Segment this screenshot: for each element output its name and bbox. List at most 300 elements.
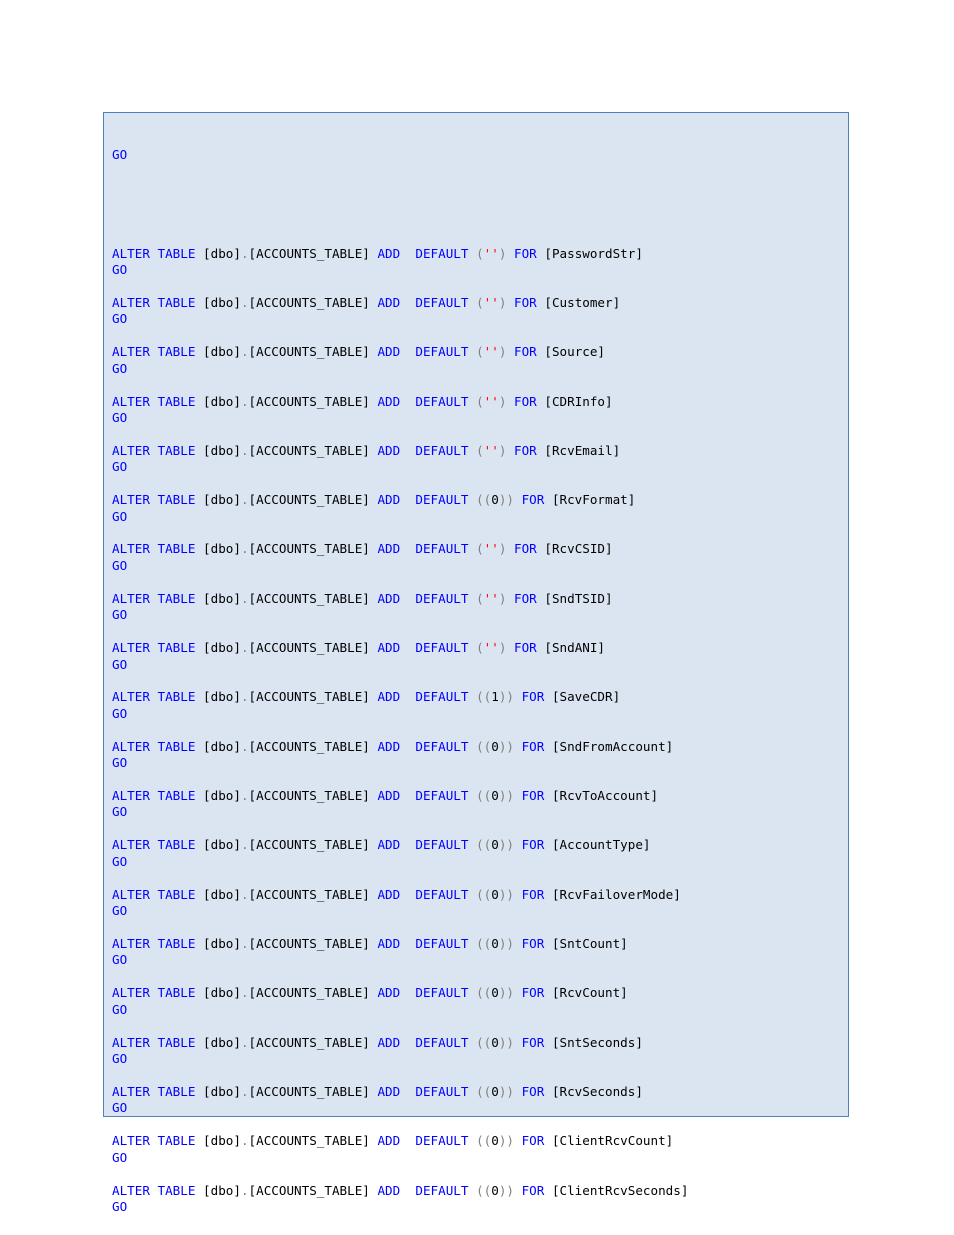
whitespace [400,788,415,803]
dot-separator: . [240,640,249,656]
schema-name: [dbo] [203,689,241,705]
add-keyword: ADD [377,344,401,360]
whitespace [150,591,158,606]
whitespace [514,1183,522,1198]
default-keyword: DEFAULT [415,393,469,409]
whitespace [150,837,158,852]
go-line [112,558,848,574]
for-keyword: FOR [514,393,537,409]
whitespace [468,344,476,359]
table-name: [ACCOUNTS_TABLE] [248,1133,370,1149]
punctuation: ) [498,294,507,310]
default-number-value: 0 [491,837,499,853]
alter-statement-line [112,689,848,705]
table-keyword: TABLE [157,886,196,902]
whitespace [400,443,415,458]
go-line [112,311,848,327]
punctuation: ( [476,245,484,261]
add-keyword: ADD [377,689,401,705]
default-string-value: '' [483,590,499,606]
punctuation: ) [498,590,507,606]
go-line [112,657,848,673]
schema-name: [dbo] [203,788,241,804]
for-keyword: FOR [521,492,545,508]
default-keyword: DEFAULT [415,492,469,508]
go-line [112,262,848,278]
whitespace [195,344,203,359]
go-keyword: GO [112,804,128,820]
alter-statement-line [112,788,848,804]
table-keyword: TABLE [157,935,196,951]
go-keyword: GO [112,1051,128,1067]
statement-list [112,246,848,1216]
add-keyword: ADD [377,1034,401,1050]
add-keyword: ADD [377,738,401,754]
dot-separator: . [240,541,249,557]
whitespace [468,739,476,754]
table-keyword: TABLE [157,837,196,853]
add-keyword: ADD [377,640,401,656]
table-keyword: TABLE [157,442,196,458]
dot-separator: . [240,1182,249,1198]
whitespace [506,640,514,655]
whitespace [150,640,158,655]
default-keyword: DEFAULT [415,590,469,606]
punctuation: (( [476,837,492,853]
schema-name: [dbo] [203,886,241,902]
alter-statement-line [112,1133,848,1149]
blank-line [112,377,848,393]
whitespace [195,492,203,507]
whitespace [544,1183,552,1198]
column-name: [RcvFormat] [551,492,636,508]
default-string-value: '' [483,393,499,409]
table-keyword: TABLE [157,245,196,261]
add-keyword: ADD [377,1083,401,1099]
dot-separator: . [240,689,249,705]
punctuation: )) [498,738,514,754]
alter-statement-line [112,344,848,360]
default-keyword: DEFAULT [415,886,469,902]
table-name: [ACCOUNTS_TABLE] [248,788,370,804]
table-keyword: TABLE [157,393,196,409]
whitespace [468,1183,476,1198]
default-string-value: '' [483,442,499,458]
default-string-value: '' [483,245,499,261]
column-name: [Customer] [544,294,621,310]
whitespace [195,246,203,261]
whitespace [150,394,158,409]
table-keyword: TABLE [157,344,196,360]
default-keyword: DEFAULT [415,294,469,310]
whitespace [514,492,522,507]
alter-statement-line [112,837,848,853]
punctuation: )) [498,1182,514,1198]
add-keyword: ADD [377,837,401,853]
go-keyword: GO [112,459,128,475]
punctuation: ) [498,442,507,458]
alter-keyword: ALTER [112,640,150,656]
punctuation: ) [498,640,507,656]
whitespace [514,887,522,902]
punctuation: (( [476,886,492,902]
default-number-value: 0 [491,788,499,804]
alter-statement-line [112,541,848,557]
punctuation: ( [476,590,484,606]
default-number-value: 0 [491,1133,499,1149]
schema-name: [dbo] [203,1034,241,1050]
blank-line [112,624,848,640]
dot-separator: . [240,294,249,310]
alter-statement-line [112,591,848,607]
dot-separator: . [240,886,249,902]
default-number-value: 0 [491,738,499,754]
whitespace [400,739,415,754]
go-line [112,509,848,525]
add-keyword: ADD [377,1133,401,1149]
punctuation: (( [476,1034,492,1050]
table-keyword: TABLE [157,1133,196,1149]
alter-statement-line [112,295,848,311]
punctuation: ( [476,393,484,409]
for-keyword: FOR [521,689,545,705]
blank-line [112,969,848,985]
whitespace [544,689,552,704]
whitespace [468,640,476,655]
whitespace [506,541,514,556]
whitespace [150,1133,158,1148]
whitespace [150,541,158,556]
add-keyword: ADD [377,442,401,458]
default-number-value: 1 [491,689,499,705]
for-keyword: FOR [521,788,545,804]
whitespace [544,492,552,507]
for-keyword: FOR [514,442,537,458]
go-line [112,1100,848,1116]
alter-statement-line [112,394,848,410]
whitespace [150,739,158,754]
alter-statement-line [112,1084,848,1100]
whitespace [514,788,522,803]
table-name: [ACCOUNTS_TABLE] [248,492,370,508]
for-keyword: FOR [521,985,545,1001]
add-keyword: ADD [377,393,401,409]
default-keyword: DEFAULT [415,640,469,656]
whitespace [468,295,476,310]
punctuation: (( [476,1182,492,1198]
default-keyword: DEFAULT [415,1182,469,1198]
punctuation: (( [476,738,492,754]
go-line [112,1150,848,1166]
column-name: [RcvCount] [551,985,628,1001]
go-keyword: GO [112,409,128,425]
whitespace [195,689,203,704]
whitespace [544,837,552,852]
table-keyword: TABLE [157,590,196,606]
for-keyword: FOR [514,344,537,360]
alter-keyword: ALTER [112,442,150,458]
whitespace [468,985,476,1000]
dot-separator: . [240,245,249,261]
whitespace [506,246,514,261]
default-keyword: DEFAULT [415,1133,469,1149]
punctuation: ( [476,294,484,310]
for-keyword: FOR [521,738,545,754]
table-keyword: TABLE [157,541,196,557]
go-keyword: GO [112,656,128,672]
whitespace [400,295,415,310]
whitespace [544,1133,552,1148]
punctuation: )) [498,492,514,508]
whitespace [544,985,552,1000]
blank-line [112,525,848,541]
table-name: [ACCOUNTS_TABLE] [248,1182,370,1198]
whitespace [400,1035,415,1050]
alter-statement-line [112,739,848,755]
whitespace [468,394,476,409]
add-keyword: ADD [377,886,401,902]
default-string-value: '' [483,640,499,656]
whitespace [400,936,415,951]
default-keyword: DEFAULT [415,689,469,705]
default-keyword: DEFAULT [415,1034,469,1050]
add-keyword: ADD [377,541,401,557]
table-keyword: TABLE [157,1034,196,1050]
add-keyword: ADD [377,788,401,804]
go-keyword: GO [112,1100,128,1116]
dot-separator: . [240,985,249,1001]
whitespace [544,788,552,803]
whitespace [468,1133,476,1148]
schema-name: [dbo] [203,1083,241,1099]
for-keyword: FOR [521,837,545,853]
table-keyword: TABLE [157,985,196,1001]
blank-line [112,1117,848,1133]
whitespace [468,936,476,951]
for-keyword: FOR [521,1034,545,1050]
alter-keyword: ALTER [112,245,150,261]
whitespace [150,788,158,803]
whitespace [400,591,415,606]
whitespace [400,344,415,359]
whitespace [514,936,522,951]
whitespace [195,788,203,803]
whitespace [468,689,476,704]
whitespace [195,394,203,409]
column-name: [CDRInfo] [544,393,613,409]
whitespace [195,541,203,556]
column-name: [SndANI] [544,640,606,656]
schema-name: [dbo] [203,541,241,557]
default-number-value: 0 [491,1083,499,1099]
blank-line [112,870,848,886]
for-keyword: FOR [514,245,537,261]
add-keyword: ADD [377,590,401,606]
default-keyword: DEFAULT [415,541,469,557]
whitespace [150,443,158,458]
whitespace [195,985,203,1000]
whitespace [544,1084,552,1099]
column-name: [RcvSeconds] [551,1083,643,1099]
whitespace [400,1133,415,1148]
add-keyword: ADD [377,492,401,508]
column-name: [SndFromAccount] [551,738,674,754]
whitespace [400,1084,415,1099]
table-keyword: TABLE [157,1083,196,1099]
go-keyword: GO [112,146,128,162]
schema-name: [dbo] [203,935,241,951]
whitespace [468,443,476,458]
schema-name: [dbo] [203,985,241,1001]
go-keyword: GO [112,607,128,623]
alter-keyword: ALTER [112,788,150,804]
sql-code-block [103,112,849,1214]
schema-name: [dbo] [203,1133,241,1149]
default-keyword: DEFAULT [415,935,469,951]
default-keyword: DEFAULT [415,344,469,360]
dot-separator: . [240,590,249,606]
whitespace [468,541,476,556]
punctuation: )) [498,1133,514,1149]
table-name: [ACCOUNTS_TABLE] [248,935,370,951]
whitespace [195,936,203,951]
whitespace [400,492,415,507]
go-line [112,1199,848,1215]
blank-line [112,476,848,492]
dot-separator: . [240,1034,249,1050]
table-keyword: TABLE [157,788,196,804]
whitespace [468,837,476,852]
alter-statement-line [112,1183,848,1199]
column-name: [ClientRcvSeconds] [551,1182,689,1198]
whitespace [150,1183,158,1198]
table-name: [ACCOUNTS_TABLE] [248,886,370,902]
schema-name: [dbo] [203,1182,241,1198]
dot-separator: . [240,935,249,951]
punctuation: (( [476,689,492,705]
whitespace [506,295,514,310]
column-name: [SaveCDR] [551,689,621,705]
punctuation: (( [476,1083,492,1099]
blank-line [112,1166,848,1182]
whitespace [195,640,203,655]
go-line [112,607,848,623]
go-line [112,755,848,771]
whitespace [150,985,158,1000]
schema-name: [dbo] [203,492,241,508]
alter-keyword: ALTER [112,590,150,606]
dot-separator: . [240,738,249,754]
go-keyword: GO [112,262,128,278]
whitespace [195,1183,203,1198]
go-keyword: GO [112,360,128,376]
punctuation: ) [498,344,507,360]
go-line [112,1051,848,1067]
punctuation: ) [498,245,507,261]
whitespace [400,394,415,409]
go-line [112,1002,848,1018]
table-name: [ACCOUNTS_TABLE] [248,1083,370,1099]
whitespace [514,1035,522,1050]
for-keyword: FOR [521,1083,545,1099]
whitespace [514,985,522,1000]
punctuation: ( [476,442,484,458]
punctuation: (( [476,985,492,1001]
punctuation: ( [476,344,484,360]
column-name: [RcvCSID] [544,541,613,557]
alter-keyword: ALTER [112,985,150,1001]
column-name: [RcvToAccount] [551,788,659,804]
column-name: [AccountType] [551,837,651,853]
alter-keyword: ALTER [112,1083,150,1099]
table-name: [ACCOUNTS_TABLE] [248,590,370,606]
whitespace [150,936,158,951]
whitespace [514,739,522,754]
blank-line [112,328,848,344]
whitespace [468,788,476,803]
whitespace [400,837,415,852]
column-name: [RcvEmail] [544,442,621,458]
alter-keyword: ALTER [112,689,150,705]
blank-line [112,722,848,738]
alter-statement-line [112,492,848,508]
alter-keyword: ALTER [112,837,150,853]
alter-keyword: ALTER [112,1182,150,1198]
alter-statement-line [112,985,848,1001]
go-keyword: GO [112,1001,128,1017]
whitespace [150,246,158,261]
table-keyword: TABLE [157,492,196,508]
alter-keyword: ALTER [112,393,150,409]
add-keyword: ADD [377,985,401,1001]
blank-line [112,574,848,590]
whitespace [195,443,203,458]
add-keyword: ADD [377,245,401,261]
schema-name: [dbo] [203,245,241,261]
default-number-value: 0 [491,985,499,1001]
go-line [112,952,848,968]
table-name: [ACCOUNTS_TABLE] [248,245,370,261]
dot-separator: . [240,492,249,508]
column-name: [Source] [544,344,606,360]
blank-line [112,821,848,837]
for-keyword: FOR [514,294,537,310]
go-line [112,361,848,377]
go-keyword: GO [112,755,128,771]
whitespace [195,739,203,754]
go-keyword: GO [112,705,128,721]
default-number-value: 0 [491,935,499,951]
table-name: [ACCOUNTS_TABLE] [248,393,370,409]
schema-name: [dbo] [203,393,241,409]
alter-statement-line [112,640,848,656]
table-name: [ACCOUNTS_TABLE] [248,294,370,310]
table-keyword: TABLE [157,1182,196,1198]
punctuation: (( [476,492,492,508]
whitespace [468,1084,476,1099]
for-keyword: FOR [521,935,545,951]
go-keyword: GO [112,903,128,919]
table-name: [ACCOUNTS_TABLE] [248,640,370,656]
default-keyword: DEFAULT [415,837,469,853]
punctuation: )) [498,837,514,853]
blank-line [112,772,848,788]
punctuation: )) [498,886,514,902]
whitespace [150,1035,158,1050]
whitespace [195,295,203,310]
whitespace [150,492,158,507]
dot-separator: . [240,1083,249,1099]
